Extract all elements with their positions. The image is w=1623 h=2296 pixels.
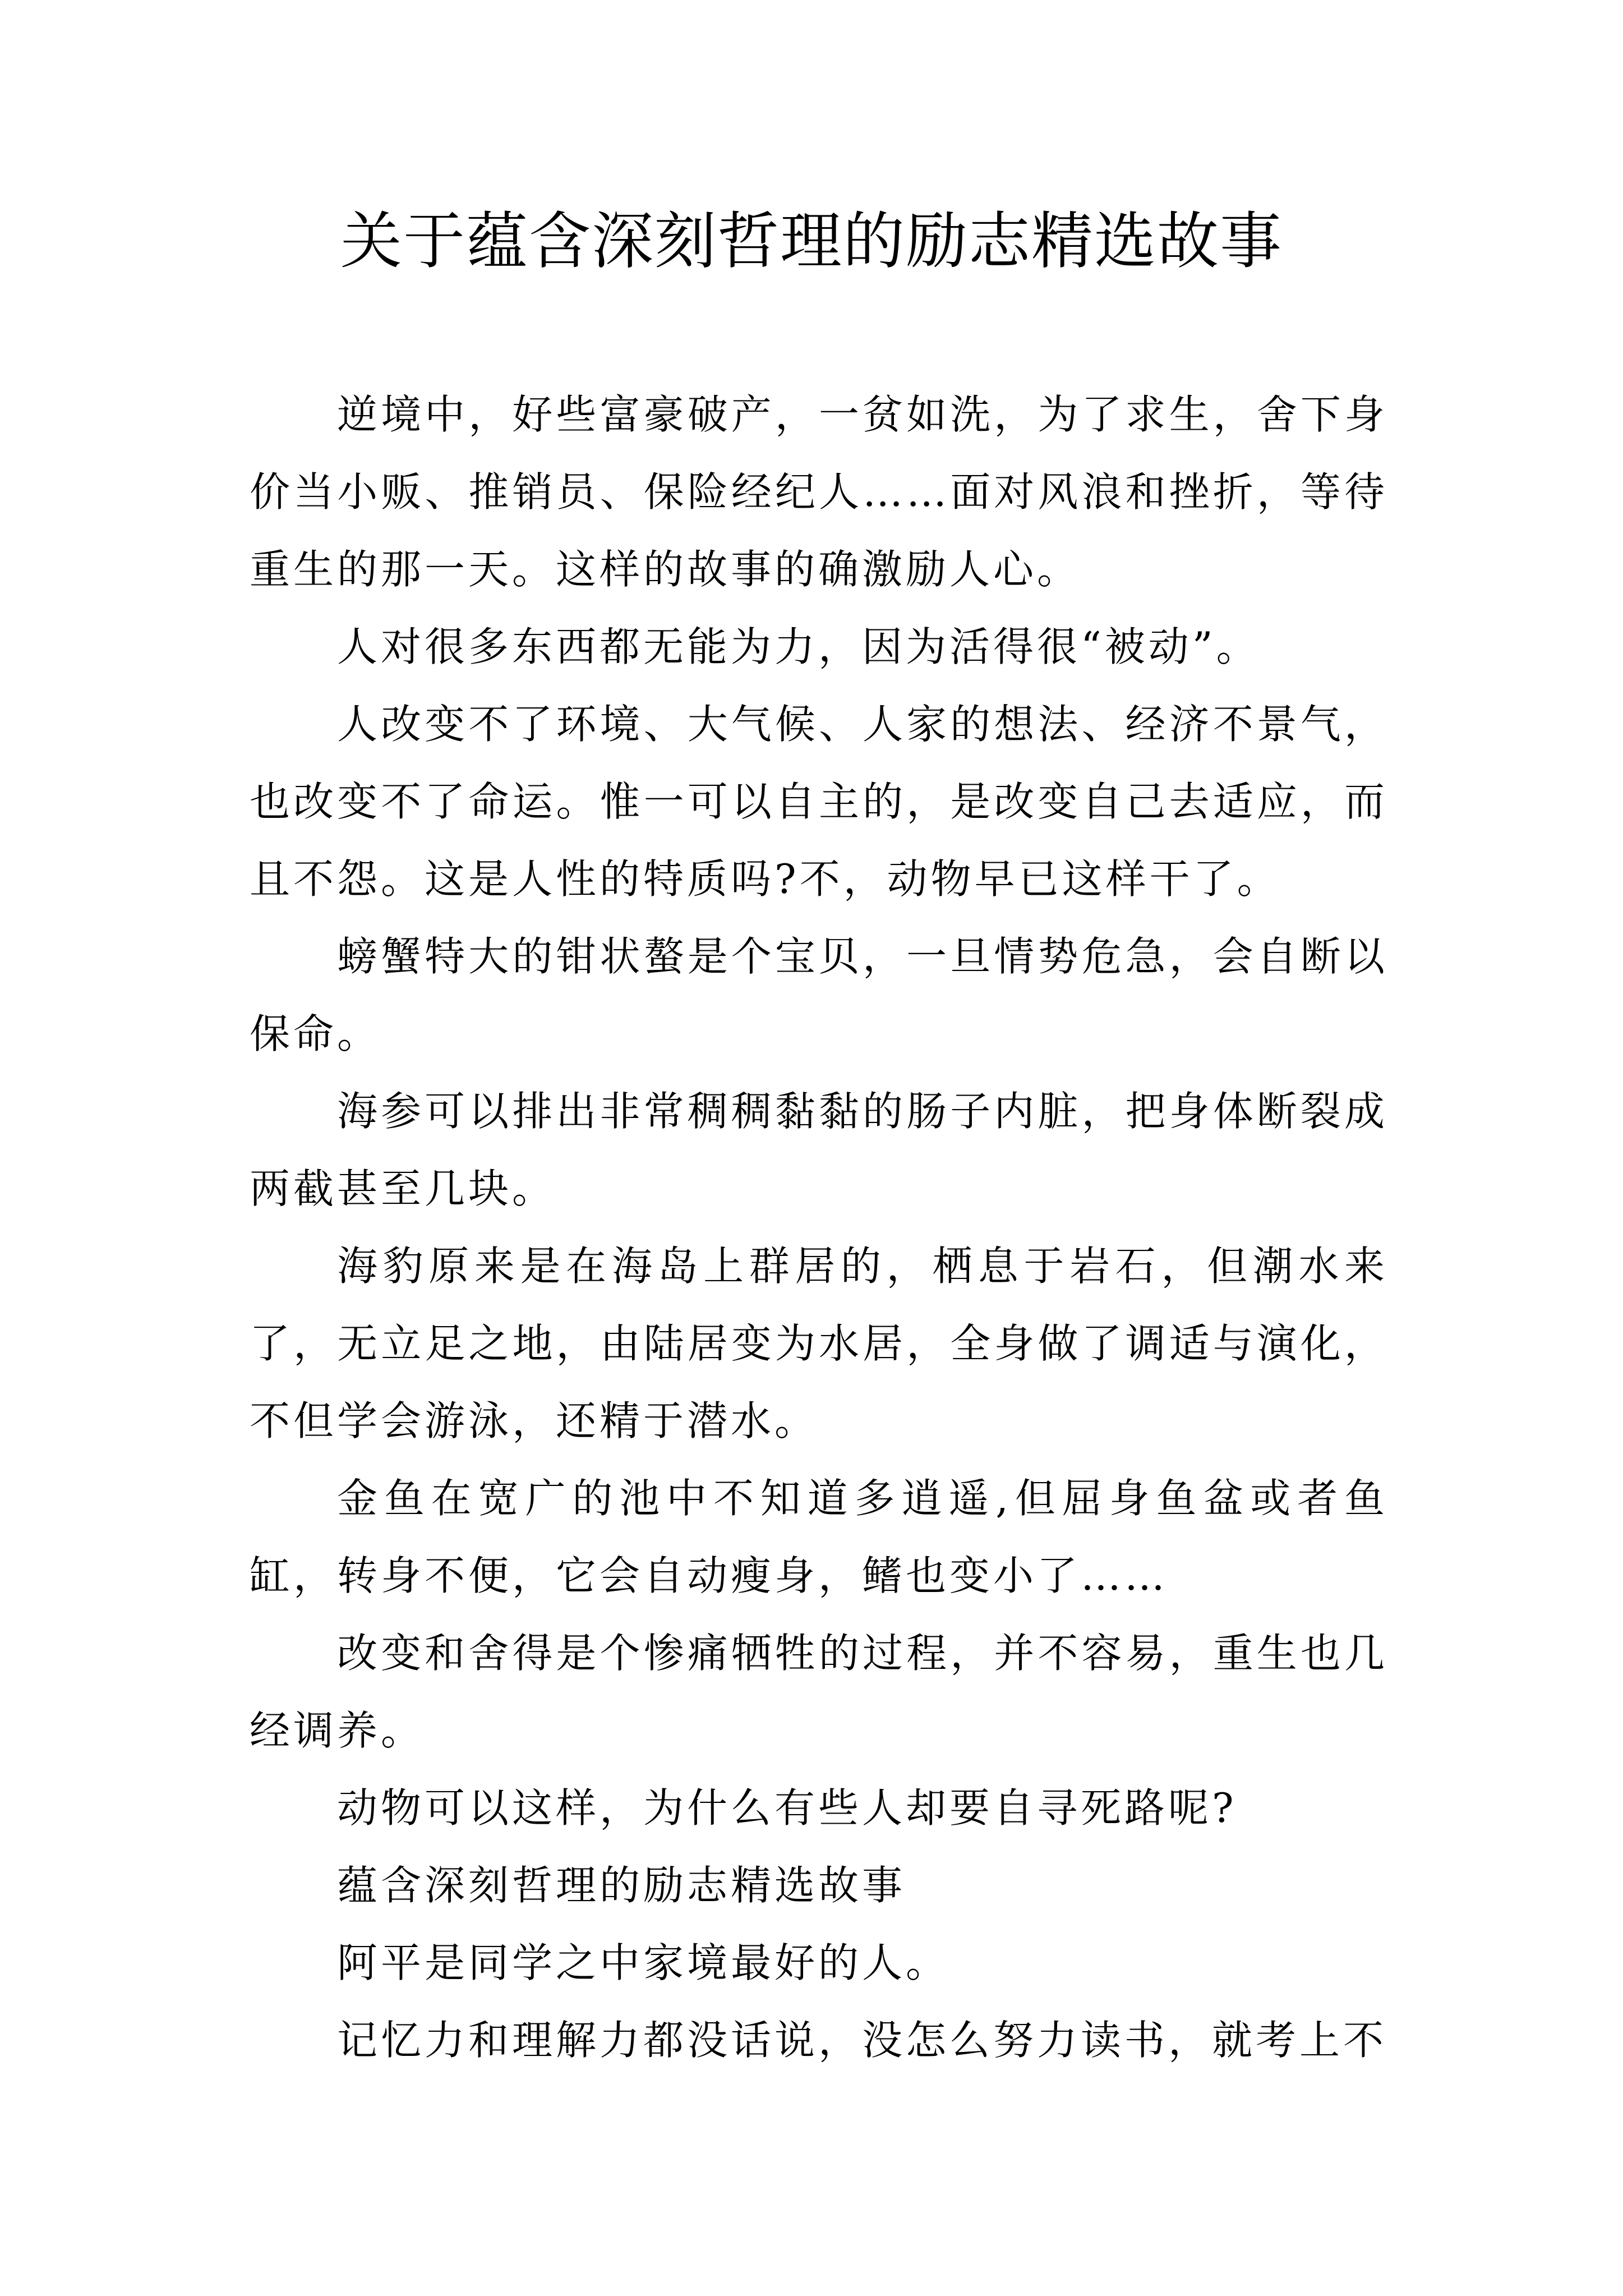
paragraph: 螃蟹特大的钳状螯是个宝贝，一旦情势危急，会自断以保命。 [250, 933, 1388, 1057]
paragraph: 人对很多东西都无能为力，因为活得很“被动”。 [337, 623, 1260, 670]
document-title: 关于蕴含深刻哲理的励志精选故事 [340, 205, 1283, 277]
paragraph: 记忆力和理解力都没话说，没怎么努力读书，就考上不 [337, 2017, 1387, 2064]
paragraph: 海豹原来是在海岛上群居的，栖息于岩石，但潮水来了，无立足之地，由陆居变为水居，全身做了调适与演化，不但学会游泳，还精于潜水。 [250, 1243, 1388, 1444]
paragraph: 动物可以这样，为什么有些人却要自寻死路呢? [337, 1784, 1237, 1832]
paragraph: 人改变不了环境、大气候、人家的想法、经济不景气，也改变不了命运。惟一可以自主的，是改变自己去适应，而且不怨。这是人性的特质吗?不，动物早已这样干了。 [250, 701, 1388, 903]
paragraph: 改变和舍得是个惨痛牺牲的过程，并不容易，重生也几经调养。 [250, 1630, 1388, 1754]
paragraph: 金鱼在宽广的池中不知道多逍遥,但屈身鱼盆或者鱼缸，转身不便，它会自动瘦身，鳍也变小了…… [250, 1475, 1388, 1599]
section-heading: 蕴含深刻哲理的励志精选故事 [337, 1862, 906, 1909]
document-body [250, 376, 1388, 2079]
paragraph: 阿平是同学之中家境最好的人。 [337, 1939, 950, 1986]
paragraph: 逆境中，好些富豪破产，一贫如洗，为了求生，舍下身价当小贩、推销员、保险经纪人……面对风浪和挫折，等待重生的那一天。这样的故事的确激励人心。 [250, 391, 1388, 593]
paragraph: 海参可以排出非常稠稠黏黏的肠子内脏，把身体断裂成两截甚至几块。 [250, 1088, 1388, 1212]
